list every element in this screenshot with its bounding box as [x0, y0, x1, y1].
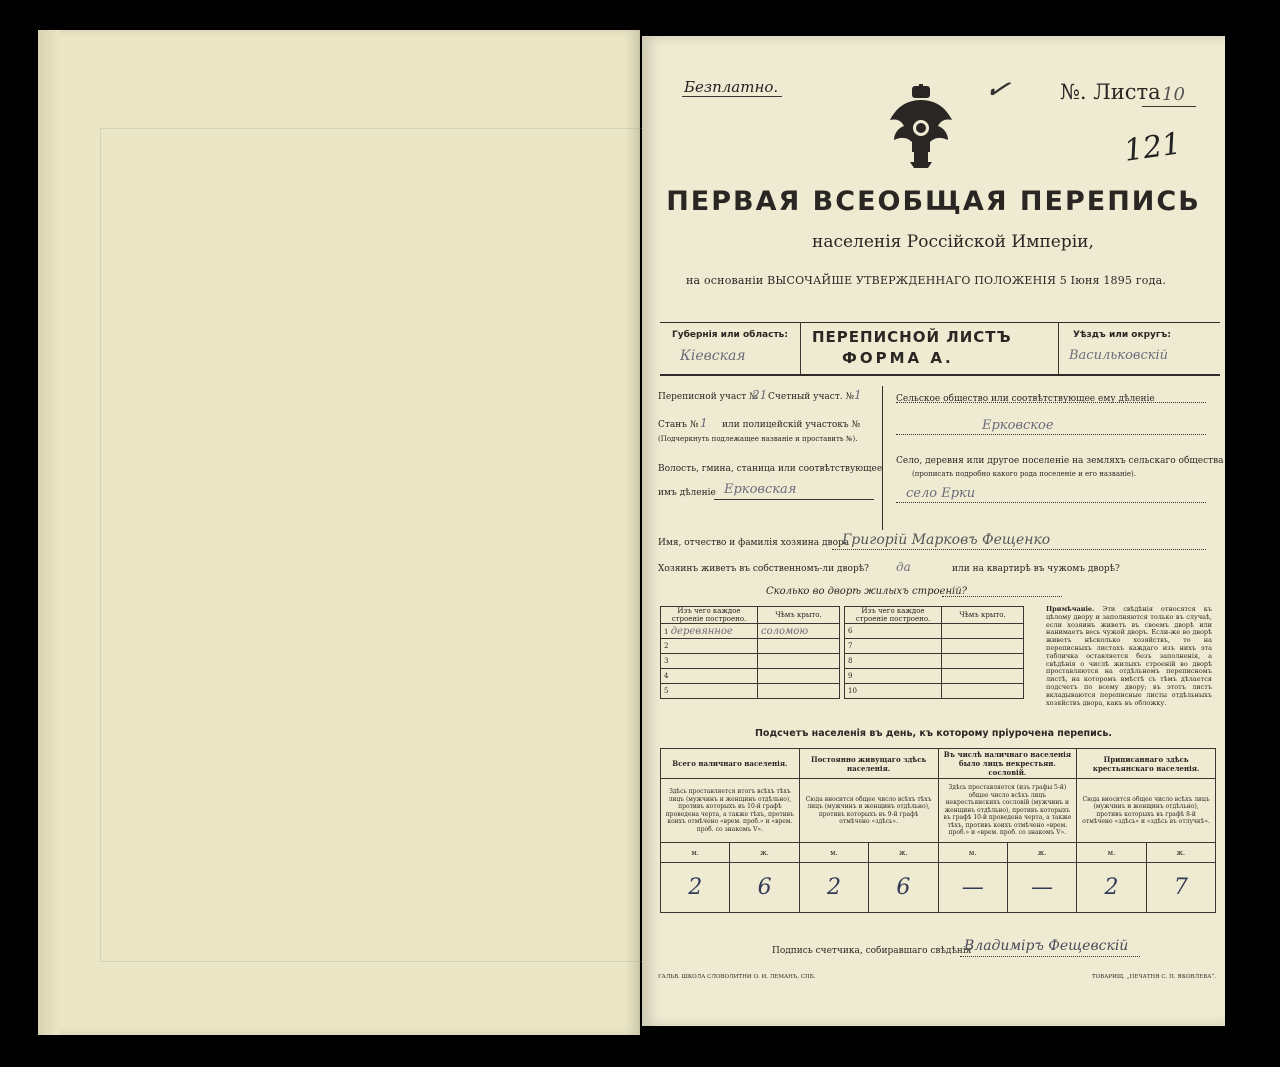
owner-name-label: Имя, отчество и фамилія хозяина двора: [658, 538, 850, 548]
page-edge: [38, 30, 60, 1035]
county-value: Васильковскій: [1069, 348, 1169, 363]
buildings-table-left: [660, 606, 840, 699]
female-label: ж.: [1007, 843, 1076, 863]
building-row: 3: [661, 654, 840, 669]
free-underline: [682, 96, 782, 97]
counting-district-value: 1: [854, 388, 862, 402]
block-divider: [882, 386, 883, 530]
male-count: 2: [1077, 863, 1146, 913]
population-col-desc: Сюда вносится общее число всѣхъ лицъ (мужчинъ и женщинъ отдѣльно), противъ которыхъ въ графѣ 8-й отмѣчено «здѣсь» и «здѣсь въ отлучкѣ».: [1077, 779, 1216, 843]
building-row: 5: [661, 684, 840, 699]
female-label: ж.: [1146, 843, 1215, 863]
volost-underline: [714, 499, 874, 500]
underline-note: (Подчеркнуть подлежащее названіе и проставить №).: [658, 435, 858, 443]
building-row: 6: [845, 624, 1024, 639]
village-label: Село, деревня или другое поселеніе на земляхъ сельскаго общества: [896, 456, 1224, 466]
signature-line: [960, 956, 1140, 957]
county-label: Уѣздъ или округъ:: [1073, 330, 1171, 340]
col-material-header: Изъ чего каждое строеніе построено.: [661, 607, 758, 624]
building-row: 4: [661, 669, 840, 684]
population-col-title: Приписаннаго здѣсь крестьянскаго населенія.: [1077, 749, 1216, 779]
building-row: 7: [845, 639, 1024, 654]
population-col-title: Всего наличнаго населенія.: [661, 749, 800, 779]
sheet-number-underline: [1142, 106, 1196, 107]
owner-name-value: Григорій Марковъ Фещенко: [842, 532, 1051, 548]
buildings-table-right: [844, 606, 1024, 699]
owner-name-line: [832, 549, 1206, 550]
population-col-desc: Здѣсь проставляется (изъ графы 5-й) общее число всѣхъ лицъ некрестьянскихъ сословій (мужчинъ и женщинъ отдѣльно), противъ которыхъ въ графѣ 10-й проведена черта, а также тѣхъ, противъ коихъ отмѣчено «врем. проб.» и «врем. проб. со знакомъ V».: [938, 779, 1077, 843]
province-box: [660, 322, 801, 374]
printer-left: ГАЛЬВ. ШКОЛА СЛОВОЛИТНИ О. И. ЛЕМАНЪ, СПБ.: [658, 974, 816, 980]
stan-value: 1: [700, 416, 708, 430]
province-label: Губернія или область:: [672, 330, 788, 340]
female-count: —: [1007, 863, 1076, 913]
buildings-heading-line: [942, 596, 1062, 597]
printer-right: ТОВАРИЩ. „ПЕЧАТНЯ С. П. ЯКОВЛЕВА“.: [1092, 974, 1217, 980]
apartment-label: или на квартирѣ въ чужомъ дворѣ?: [952, 564, 1120, 574]
male-label: м.: [1077, 843, 1146, 863]
check-mark: ✓: [981, 69, 1014, 110]
province-value: Кіевская: [680, 348, 746, 364]
police-label: или полицейскій участокъ №: [722, 420, 861, 430]
male-label: м.: [661, 843, 730, 863]
signature-label: Подпись счетчика, собиравшаго свѣдѣнія: [772, 946, 972, 956]
building-row: 10: [845, 684, 1024, 699]
population-col-desc: Сюда вносится общее число всѣхъ тѣхъ лицъ (мужчинъ и женщинъ отдѣльно), противъ которыхъ въ 9-й графѣ отмѣчено «здѣсь».: [799, 779, 938, 843]
census-form-page: [642, 36, 1225, 1026]
legal-basis: на основаніи ВЫСОЧАЙШЕ УТВЕРЖДЕННАГО ПОЛОЖЕНІЯ 5 Іюня 1895 года.: [686, 274, 1167, 287]
building-row: 2: [661, 639, 840, 654]
society-value: Ерковское: [982, 418, 1054, 433]
show-through-print: [100, 128, 657, 962]
header-rule-bottom: [660, 374, 1220, 376]
free-label: Безплатно.: [684, 78, 779, 96]
volost-label-2: имъ дѣленіе: [658, 488, 716, 498]
archive-number: 121: [1121, 126, 1184, 169]
building-row: 8: [845, 654, 1024, 669]
document-title: ПЕРВАЯ ВСЕОБЩАЯ ПЕРЕПИСЬ: [666, 186, 1201, 217]
male-count: 2: [799, 863, 868, 913]
society-label: Сельское общество или соотвѣтствующее ему дѣленіе: [896, 394, 1155, 404]
female-label: ж.: [869, 843, 938, 863]
male-label: м.: [938, 843, 1007, 863]
col-roof-header: Чѣмъ крыто.: [758, 607, 840, 624]
population-col-title: Въ числѣ наличнаго населенія было лицъ некрестьян. сословій.: [938, 749, 1077, 779]
buildings-note: [1046, 606, 1212, 710]
sheet-number-label: №. Листа: [1060, 80, 1161, 104]
volost-value: Ерковская: [724, 482, 797, 497]
buildings-heading: Сколько во дворѣ жилыхъ строеній?: [766, 586, 968, 597]
left-blank-page: [38, 30, 640, 1035]
population-col-desc: Здѣсь проставляется итогъ всѣхъ тѣхъ лицъ (мужчинъ и женщинъ отдѣльно), противъ которыхъ въ 10-й графѣ проведена черта, а также тѣхъ, противъ коихъ отмѣчено «врем. проб.» и «врем. проб. со знакомъ V».: [661, 779, 800, 843]
counting-district-label: Счетный участ. №: [768, 392, 855, 402]
document-subtitle: населенія Россійской Имперіи,: [812, 232, 1094, 252]
col-roof-header: Чѣмъ крыто.: [942, 607, 1024, 624]
col-material-header: Изъ чего каждое строеніе построено.: [845, 607, 942, 624]
county-box: [1058, 322, 1221, 374]
village-note: (прописать подробно какого рода поселеніе и его названіе).: [912, 470, 1136, 478]
female-count: 7: [1146, 863, 1215, 913]
male-count: —: [938, 863, 1007, 913]
building-row: 1 деревянное соломою: [661, 624, 840, 639]
population-col-title: Постоянно живущаго здѣсь населенія.: [799, 749, 938, 779]
society-line-2: [896, 434, 1206, 435]
female-label: ж.: [730, 843, 799, 863]
form-label: ФОРМА А.: [842, 349, 954, 367]
census-district-label: Переписной участ №: [658, 392, 758, 402]
imperial-eagle-emblem: [888, 84, 954, 168]
stan-label: Станъ №: [658, 420, 699, 430]
owner-lives-value: да: [896, 560, 911, 574]
sheet-title: ПЕРЕПИСНОЙ ЛИСТЪ: [812, 328, 1012, 346]
population-heading: Подсчетъ населенія въ день, къ которому пріурочена перепись.: [754, 728, 1113, 739]
volost-label: Волость, гмина, станица или соотвѣтствующее: [658, 464, 883, 474]
building-row: 9: [845, 669, 1024, 684]
signature-value: Владиміръ Фещевскій: [964, 938, 1129, 954]
sheet-number-value: 10: [1162, 84, 1185, 105]
society-line-1: [896, 402, 1206, 403]
note-text: Эти свѣдѣнія относятся къ цѣлому двору и заполняются только въ случаѣ, если хозяинъ живетъ въ своемъ дворѣ или нанимаетъ весь чужой дворъ. Если-же во дворѣ живетъ нѣсколько хозяйствъ, то на переписныхъ листахъ каждаго изъ нихъ эта табличка оставляется безъ заполненія, а свѣдѣнія о числѣ жилыхъ строеній во дворѣ проставляются на отдѣльномъ переписномъ листѣ, на которомъ вмѣстѣ съ тѣмъ дѣлается подсчетъ по всему двору; въ этотъ листъ вкладываются переписные листы отдѣльныхъ хозяйствъ двора, какъ въ обложку.: [1046, 606, 1212, 707]
village-value: село Ерки: [906, 486, 976, 501]
village-line: [896, 502, 1206, 503]
census-district-value: 21: [752, 388, 768, 402]
male-label: м.: [799, 843, 868, 863]
female-count: 6: [869, 863, 938, 913]
population-table: [660, 748, 1216, 913]
note-title: Примѣчаніе.: [1046, 606, 1095, 613]
female-count: 6: [730, 863, 799, 913]
male-count: 2: [661, 863, 730, 913]
owner-lives-label: Хозяинъ живетъ въ собственномъ-ли дворѣ?: [658, 564, 869, 574]
